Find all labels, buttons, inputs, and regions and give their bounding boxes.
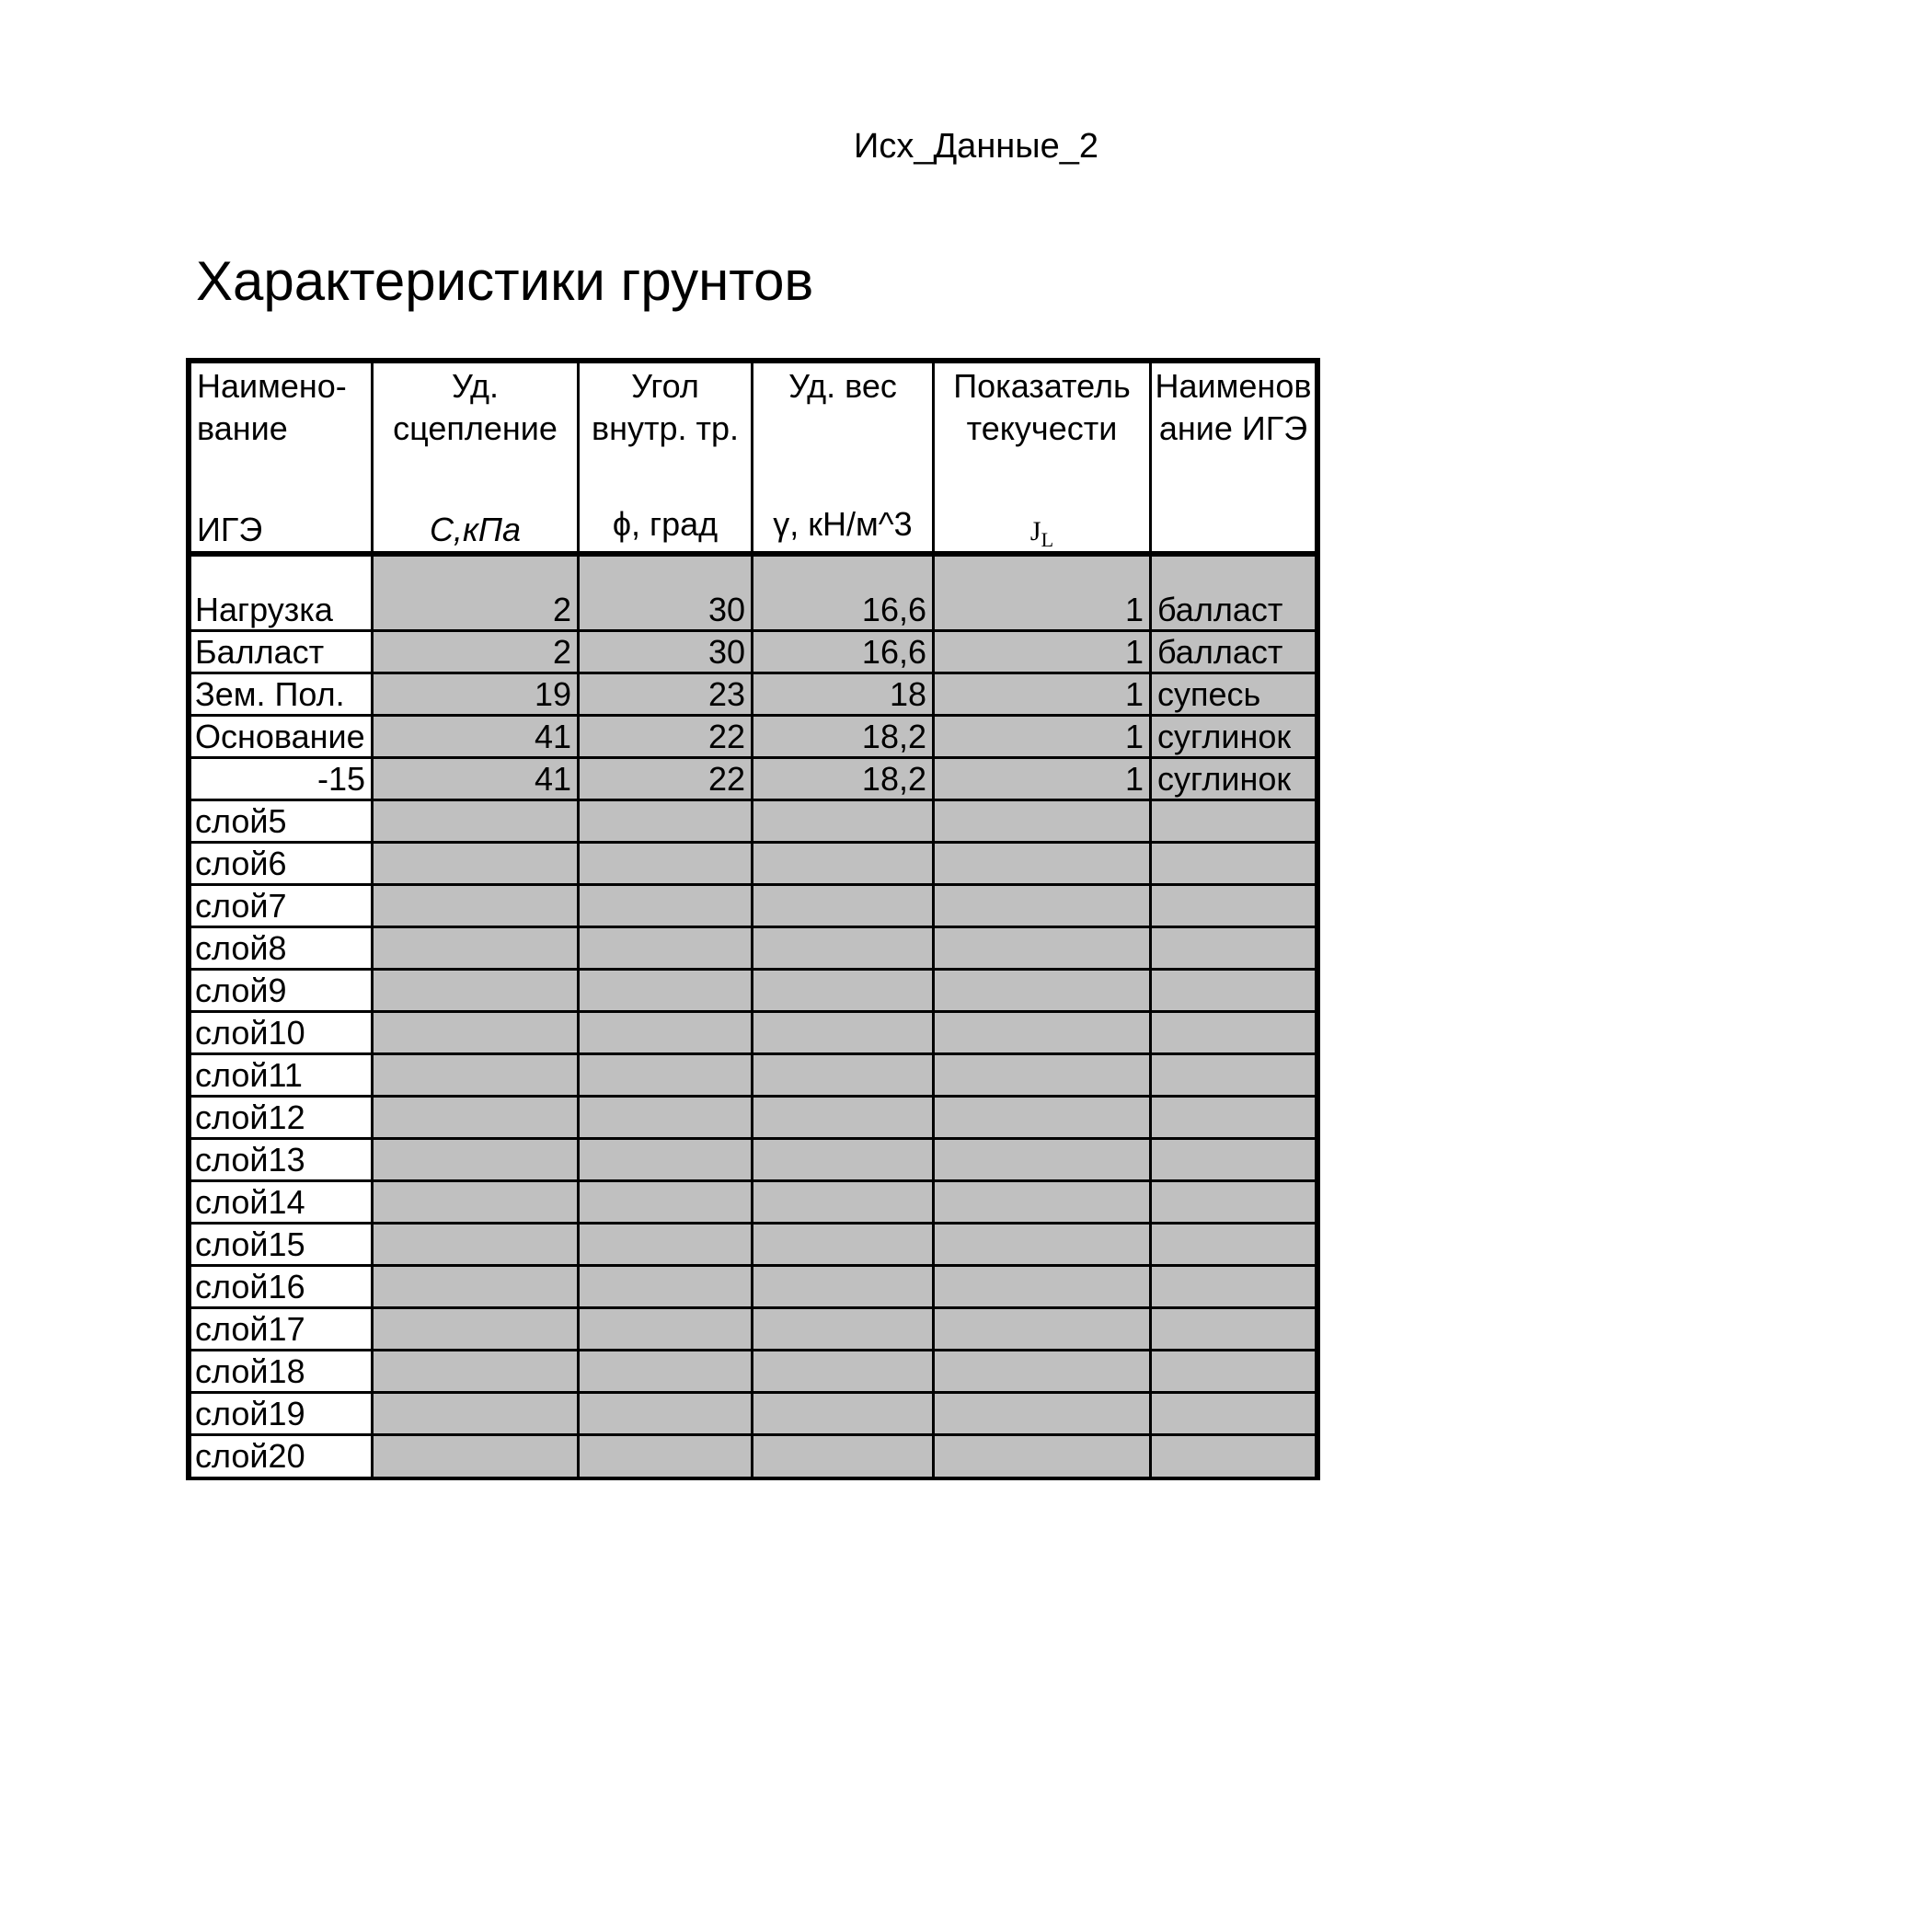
- cell-name[interactable]: слой9: [191, 971, 374, 1010]
- table-row: [191, 632, 1315, 674]
- page-title: Характеристики грунтов: [196, 250, 814, 312]
- cell-gamma[interactable]: [753, 971, 935, 1010]
- table-row: [191, 844, 1315, 886]
- jl-subscript: L: [1041, 528, 1054, 551]
- cell-gamma[interactable]: 18,2: [753, 759, 935, 799]
- cell-gamma[interactable]: [753, 1267, 935, 1306]
- cell-phi[interactable]: [580, 801, 753, 841]
- cell-jl[interactable]: [935, 1309, 1152, 1349]
- cell-jl[interactable]: [935, 1267, 1152, 1306]
- cell-phi[interactable]: [580, 1267, 753, 1306]
- cell-name[interactable]: слой17: [191, 1309, 374, 1349]
- cell-jl[interactable]: [935, 1013, 1152, 1052]
- header-cohesion-unit: С,кПа: [429, 511, 522, 548]
- header-unit-weight: [753, 363, 935, 551]
- cell-name[interactable]: слой8: [191, 928, 374, 968]
- cell-phi[interactable]: 30: [580, 590, 753, 629]
- soil-characteristics-table: [186, 358, 1320, 1480]
- header-liquidity-symbol: [935, 511, 1149, 561]
- table-row: [191, 1055, 1315, 1098]
- cell-gamma[interactable]: [753, 1394, 935, 1433]
- table-row: [191, 1098, 1315, 1140]
- table-row: [191, 590, 1315, 632]
- cell-gamma[interactable]: [753, 1013, 935, 1052]
- cell-ige[interactable]: [1152, 844, 1315, 883]
- spacer-cell: [935, 557, 1152, 590]
- cell-jl[interactable]: 1: [935, 674, 1152, 714]
- cell-ige[interactable]: [1152, 1055, 1315, 1095]
- table-row: [191, 1182, 1315, 1225]
- cell-phi[interactable]: [580, 1436, 753, 1477]
- cell-gamma[interactable]: [753, 844, 935, 883]
- cell-c[interactable]: [374, 1309, 580, 1349]
- spacer-row: [191, 557, 1315, 590]
- cell-ige[interactable]: [1152, 801, 1315, 841]
- cell-ige[interactable]: [1152, 1098, 1315, 1137]
- cell-ige[interactable]: [1152, 1267, 1315, 1306]
- cell-ige[interactable]: [1152, 1225, 1315, 1264]
- cell-gamma[interactable]: [753, 1225, 935, 1264]
- cell-ige[interactable]: супесь: [1152, 674, 1315, 714]
- header-cohesion: [374, 363, 580, 551]
- cell-phi[interactable]: [580, 971, 753, 1010]
- table-body: [191, 557, 1315, 1477]
- cell-name[interactable]: слой20: [191, 1436, 374, 1477]
- table-header: [191, 363, 1315, 557]
- header-weight-unit: γ, кН/м^3: [773, 505, 913, 543]
- cell-phi[interactable]: [580, 1098, 753, 1137]
- header-liquidity-top: Показатель текучести: [953, 367, 1131, 447]
- cell-name[interactable]: слой13: [191, 1140, 374, 1179]
- header-name-ige: [191, 363, 374, 551]
- table-row: [191, 801, 1315, 844]
- header-liquidity-index: [935, 363, 1152, 551]
- cell-ige[interactable]: [1152, 1436, 1315, 1477]
- cell-phi[interactable]: [580, 1055, 753, 1095]
- cell-name[interactable]: Зем. Пол.: [191, 674, 374, 714]
- cell-c[interactable]: [374, 1225, 580, 1264]
- cell-gamma[interactable]: [753, 1309, 935, 1349]
- cell-c[interactable]: [374, 1394, 580, 1433]
- header-name-top: Наимено- вание: [197, 367, 347, 447]
- cell-gamma[interactable]: [753, 1055, 935, 1095]
- cell-jl[interactable]: [935, 844, 1152, 883]
- cell-ige[interactable]: [1152, 928, 1315, 968]
- cell-name[interactable]: слой6: [191, 844, 374, 883]
- cell-name[interactable]: Балласт: [191, 632, 374, 672]
- cell-gamma[interactable]: [753, 1351, 935, 1391]
- cell-name[interactable]: слой11: [191, 1055, 374, 1095]
- cell-name[interactable]: слой7: [191, 886, 374, 926]
- cell-ige[interactable]: суглинок: [1152, 759, 1315, 799]
- header-cohesion-top: Уд. сцепление: [393, 367, 558, 447]
- cell-ige[interactable]: суглинок: [1152, 717, 1315, 756]
- cell-c[interactable]: [374, 1055, 580, 1095]
- cell-jl[interactable]: [935, 1225, 1152, 1264]
- cell-ige[interactable]: [1152, 1140, 1315, 1179]
- cell-gamma[interactable]: 18: [753, 674, 935, 714]
- cell-name[interactable]: Нагрузка: [191, 590, 374, 629]
- table-row: [191, 928, 1315, 971]
- header-friction-unit: ϕ, град: [612, 505, 719, 543]
- cell-jl[interactable]: [935, 971, 1152, 1010]
- cell-ige[interactable]: балласт: [1152, 590, 1315, 629]
- header-friction-top: Угол внутр. тр.: [591, 367, 740, 447]
- cell-name[interactable]: слой16: [191, 1267, 374, 1306]
- cell-c[interactable]: [374, 886, 580, 926]
- cell-c[interactable]: 2: [374, 590, 580, 629]
- cell-gamma[interactable]: [753, 801, 935, 841]
- cell-ige[interactable]: [1152, 886, 1315, 926]
- cell-phi[interactable]: [580, 844, 753, 883]
- cell-c[interactable]: [374, 1182, 580, 1222]
- cell-jl[interactable]: [935, 1436, 1152, 1477]
- cell-jl[interactable]: [935, 1098, 1152, 1137]
- cell-name[interactable]: слой18: [191, 1351, 374, 1391]
- header-ige-top: Наименов ание ИГЭ: [1155, 367, 1312, 447]
- cell-c[interactable]: [374, 1436, 580, 1477]
- cell-ige[interactable]: [1152, 1351, 1315, 1391]
- cell-jl[interactable]: [935, 886, 1152, 926]
- table-row: [191, 886, 1315, 928]
- cell-jl[interactable]: [935, 1351, 1152, 1391]
- header-ige-name: [1152, 363, 1315, 551]
- table-row: [191, 1394, 1315, 1436]
- cell-ige[interactable]: [1152, 1394, 1315, 1433]
- cell-jl[interactable]: [935, 1182, 1152, 1222]
- header-friction-angle: [580, 363, 753, 551]
- cell-name[interactable]: слой10: [191, 1013, 374, 1052]
- cell-jl[interactable]: [935, 1140, 1152, 1179]
- table-row: [191, 1309, 1315, 1351]
- header-weight-top: Уд. вес: [788, 367, 897, 405]
- spacer-cell: [753, 557, 935, 590]
- spacer-cell: [191, 557, 374, 590]
- cell-jl[interactable]: [935, 1394, 1152, 1433]
- cell-c[interactable]: 41: [374, 759, 580, 799]
- cell-c[interactable]: [374, 1140, 580, 1179]
- table-row: [191, 759, 1315, 801]
- cell-jl[interactable]: 1: [935, 590, 1152, 629]
- cell-name[interactable]: слой15: [191, 1225, 374, 1264]
- cell-gamma[interactable]: 18,2: [753, 717, 935, 756]
- jl-symbol: J: [1029, 516, 1041, 546]
- cell-gamma[interactable]: [753, 1140, 935, 1179]
- table-row: [191, 674, 1315, 717]
- cell-phi[interactable]: [580, 1394, 753, 1433]
- cell-c[interactable]: [374, 1013, 580, 1052]
- cell-gamma[interactable]: [753, 1436, 935, 1477]
- cell-ige[interactable]: [1152, 1182, 1315, 1222]
- spacer-cell: [580, 557, 753, 590]
- table-row: [191, 1225, 1315, 1267]
- cell-phi[interactable]: [580, 1140, 753, 1179]
- cell-c[interactable]: [374, 1098, 580, 1137]
- cell-gamma[interactable]: [753, 1182, 935, 1222]
- cell-gamma[interactable]: [753, 1098, 935, 1137]
- cell-jl[interactable]: [935, 1055, 1152, 1095]
- cell-phi[interactable]: [580, 1351, 753, 1391]
- cell-c[interactable]: 41: [374, 717, 580, 756]
- cell-name[interactable]: слой12: [191, 1098, 374, 1137]
- cell-phi[interactable]: [580, 1182, 753, 1222]
- cell-phi[interactable]: 23: [580, 674, 753, 714]
- cell-phi[interactable]: [580, 886, 753, 926]
- spacer-cell: [374, 557, 580, 590]
- cell-c[interactable]: [374, 928, 580, 968]
- cell-ige[interactable]: [1152, 1309, 1315, 1349]
- cell-gamma[interactable]: [753, 886, 935, 926]
- table-row: [191, 1351, 1315, 1394]
- header-name-bottom: ИГЭ: [197, 511, 263, 548]
- sheet-name: Исх_Данные_2: [854, 127, 1098, 166]
- cell-jl[interactable]: [935, 801, 1152, 841]
- table-row: [191, 1267, 1315, 1309]
- cell-phi[interactable]: 30: [580, 632, 753, 672]
- cell-phi[interactable]: [580, 1225, 753, 1264]
- cell-name[interactable]: -15: [191, 759, 374, 799]
- cell-gamma[interactable]: 16,6: [753, 632, 935, 672]
- cell-gamma[interactable]: [753, 928, 935, 968]
- cell-name[interactable]: слой5: [191, 801, 374, 841]
- table-row: [191, 1013, 1315, 1055]
- table-row: [191, 971, 1315, 1013]
- cell-phi[interactable]: [580, 1013, 753, 1052]
- cell-name[interactable]: Основание: [191, 717, 374, 756]
- cell-jl[interactable]: 1: [935, 632, 1152, 672]
- cell-c[interactable]: [374, 1351, 580, 1391]
- cell-c[interactable]: 19: [374, 674, 580, 714]
- cell-c[interactable]: [374, 971, 580, 1010]
- cell-gamma[interactable]: 16,6: [753, 590, 935, 629]
- cell-name[interactable]: слой19: [191, 1394, 374, 1433]
- cell-jl[interactable]: [935, 928, 1152, 968]
- cell-phi[interactable]: [580, 928, 753, 968]
- cell-phi[interactable]: [580, 1309, 753, 1349]
- cell-ige[interactable]: [1152, 1013, 1315, 1052]
- cell-ige[interactable]: балласт: [1152, 632, 1315, 672]
- table-row: [191, 1436, 1315, 1477]
- table-row: [191, 1140, 1315, 1182]
- cell-name[interactable]: слой14: [191, 1182, 374, 1222]
- table-row: [191, 717, 1315, 759]
- cell-ige[interactable]: [1152, 971, 1315, 1010]
- cell-phi[interactable]: 22: [580, 717, 753, 756]
- cell-jl[interactable]: 1: [935, 717, 1152, 756]
- cell-c[interactable]: 2: [374, 632, 580, 672]
- cell-jl[interactable]: 1: [935, 759, 1152, 799]
- cell-c[interactable]: [374, 1267, 580, 1306]
- spacer-cell: [1152, 557, 1315, 590]
- cell-phi[interactable]: 22: [580, 759, 753, 799]
- cell-c[interactable]: [374, 844, 580, 883]
- cell-c[interactable]: [374, 801, 580, 841]
